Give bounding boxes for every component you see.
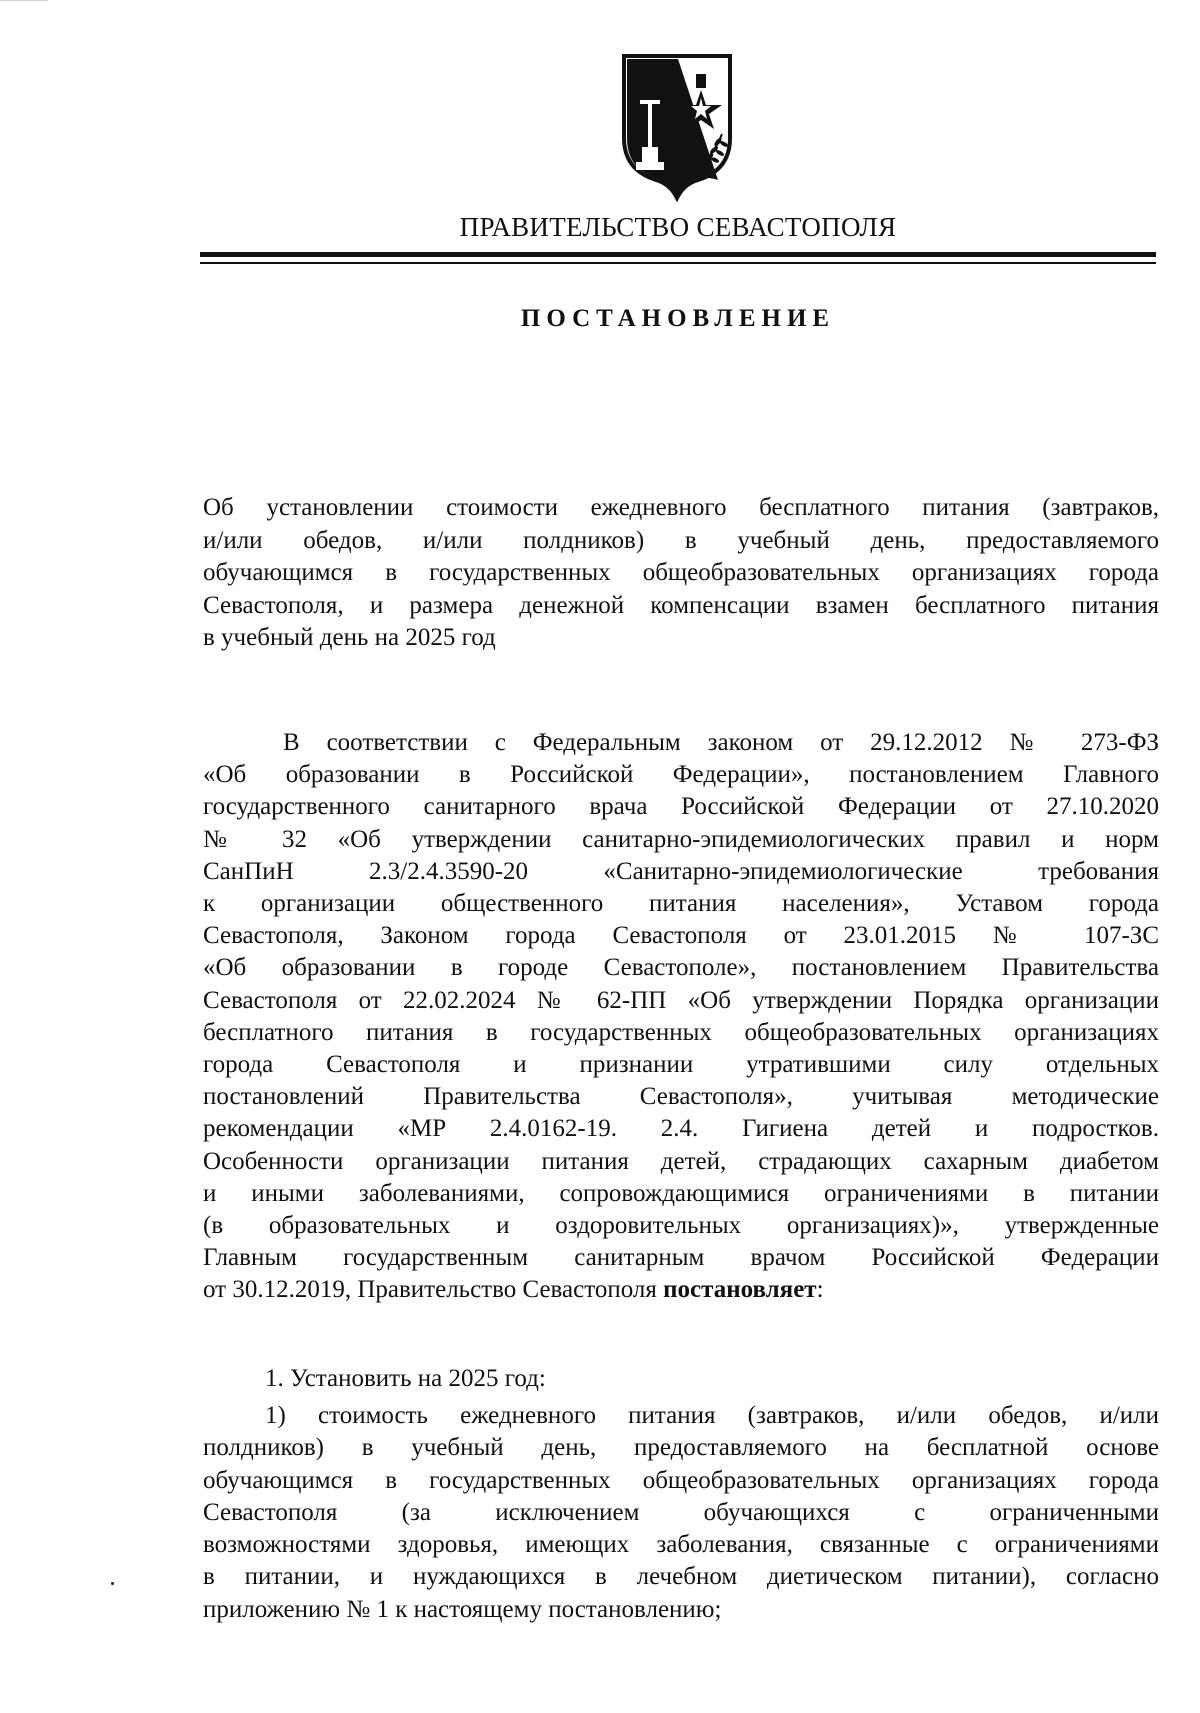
subject-line: обучающимся в государственных общеобразовательных организациях города bbox=[203, 559, 1159, 586]
item-1-heading bbox=[203, 1363, 1159, 1396]
preamble-line: Особенности организации питания детей, страдающих сахарным диабетом bbox=[203, 1147, 1159, 1175]
subitem-line: в питании, и нуждающихся в лечебном диетическом питании), согласно bbox=[203, 1563, 1159, 1591]
subitem-line: приложению № 1 к настоящему постановлению; bbox=[203, 1595, 722, 1623]
coat-of-arms-emblem bbox=[618, 52, 736, 202]
preamble-closing-line bbox=[203, 1274, 1159, 1306]
document-type-heading: ПОСТАНОВЛЕНИЕ bbox=[520, 305, 836, 332]
preamble-line: СанПиН 2.3/2.4.3590-20 «Санитарно-эпидемиологические требования bbox=[203, 857, 1159, 885]
subject-line: и/или обедов, и/или полдников) в учебный день, предоставляемого bbox=[203, 526, 1159, 554]
preamble-line: города Севастополя и признании утратившими силу отдельных bbox=[203, 1051, 1159, 1079]
item-heading-text: 1. Установить на 2025 год: bbox=[265, 1365, 546, 1392]
header-rule-thin bbox=[200, 262, 1156, 264]
preamble-line: «Об образовании в городе Севастополе», постановлением Правительства bbox=[203, 954, 1159, 982]
preamble-line: Севастополя от 22.02.2024 № 62-ПП «Об утверждении Порядка организации bbox=[203, 986, 1159, 1014]
subitem-line: обучающимся в государственных общеобразовательных организациях города bbox=[203, 1466, 1159, 1494]
preamble-line: (в образовательных и оздоровительных организациях)», утвержденные bbox=[203, 1212, 1159, 1240]
header-rule-thick bbox=[200, 252, 1156, 257]
subject-line: в учебный день на 2025 год bbox=[203, 624, 496, 651]
preamble-line: Севастополя, Законом города Севастополя от 23.01.2015 № 107-ЗС bbox=[203, 922, 1159, 950]
preamble-line: Главным государственным санитарным врачом Российской Федерации bbox=[203, 1244, 1159, 1272]
preamble-line: постановлений Правительства Севастополя», учитывая методические bbox=[203, 1083, 1159, 1111]
subject-line: Об установлении стоимости ежедневного бесплатного питания (завтраков, bbox=[203, 494, 1159, 521]
subitem-line: 1) стоимость ежедневного питания (завтраков, и/или обедов, и/или bbox=[265, 1402, 1159, 1429]
preamble-line: и иными заболеваниями, сопровождающимися ограничениями в питании bbox=[203, 1179, 1159, 1207]
preamble-line: № 32 «Об утверждении санитарно-эпидемиологических правил и норм bbox=[203, 825, 1159, 853]
subject-line: Севастополя, и размера денежной компенсации взамен бесплатного питания bbox=[203, 591, 1159, 619]
preamble-line: к организации общественного питания населения», Уставом города bbox=[203, 890, 1159, 918]
preamble-line: рекомендации «МР 2.4.0162-19. 2.4. Гигиена детей и подростков. bbox=[203, 1115, 1159, 1143]
preamble-paragraph bbox=[203, 727, 1159, 1307]
scan-speck bbox=[111, 1582, 114, 1585]
preamble-line: государственного санитарного врача Российской Федерации от 27.10.2020 bbox=[203, 793, 1159, 821]
document-subject bbox=[203, 492, 1159, 655]
preamble-closing-punct: : bbox=[816, 1276, 824, 1304]
subitem-line: полдников) в учебный день, предоставляемого на бесплатной основе bbox=[203, 1434, 1159, 1462]
resolution-keyword: постановляет bbox=[663, 1276, 817, 1304]
scan-corner-mark bbox=[0, 0, 48, 9]
preamble-line: В соответствии с Федеральным законом от 29.12.2012 № 273-ФЗ bbox=[283, 729, 1159, 756]
preamble-line: бесплатного питания в государственных общеобразовательных организациях bbox=[203, 1018, 1159, 1046]
subitem-line: возможностями здоровья, имеющих заболевания, связанные с ограничениями bbox=[203, 1531, 1159, 1559]
preamble-closing-text: от 30.12.2019, Правительство Севастополя bbox=[203, 1276, 664, 1304]
organization-title: ПРАВИТЕЛЬСТВО СЕВАСТОПОЛЯ bbox=[459, 212, 897, 242]
item-1-subitem-1 bbox=[203, 1400, 1159, 1626]
preamble-line: «Об образовании в Российской Федерации», постановлением Главного bbox=[203, 761, 1159, 789]
subitem-line: Севастополя (за исключением обучающихся с ограниченными bbox=[203, 1498, 1159, 1526]
